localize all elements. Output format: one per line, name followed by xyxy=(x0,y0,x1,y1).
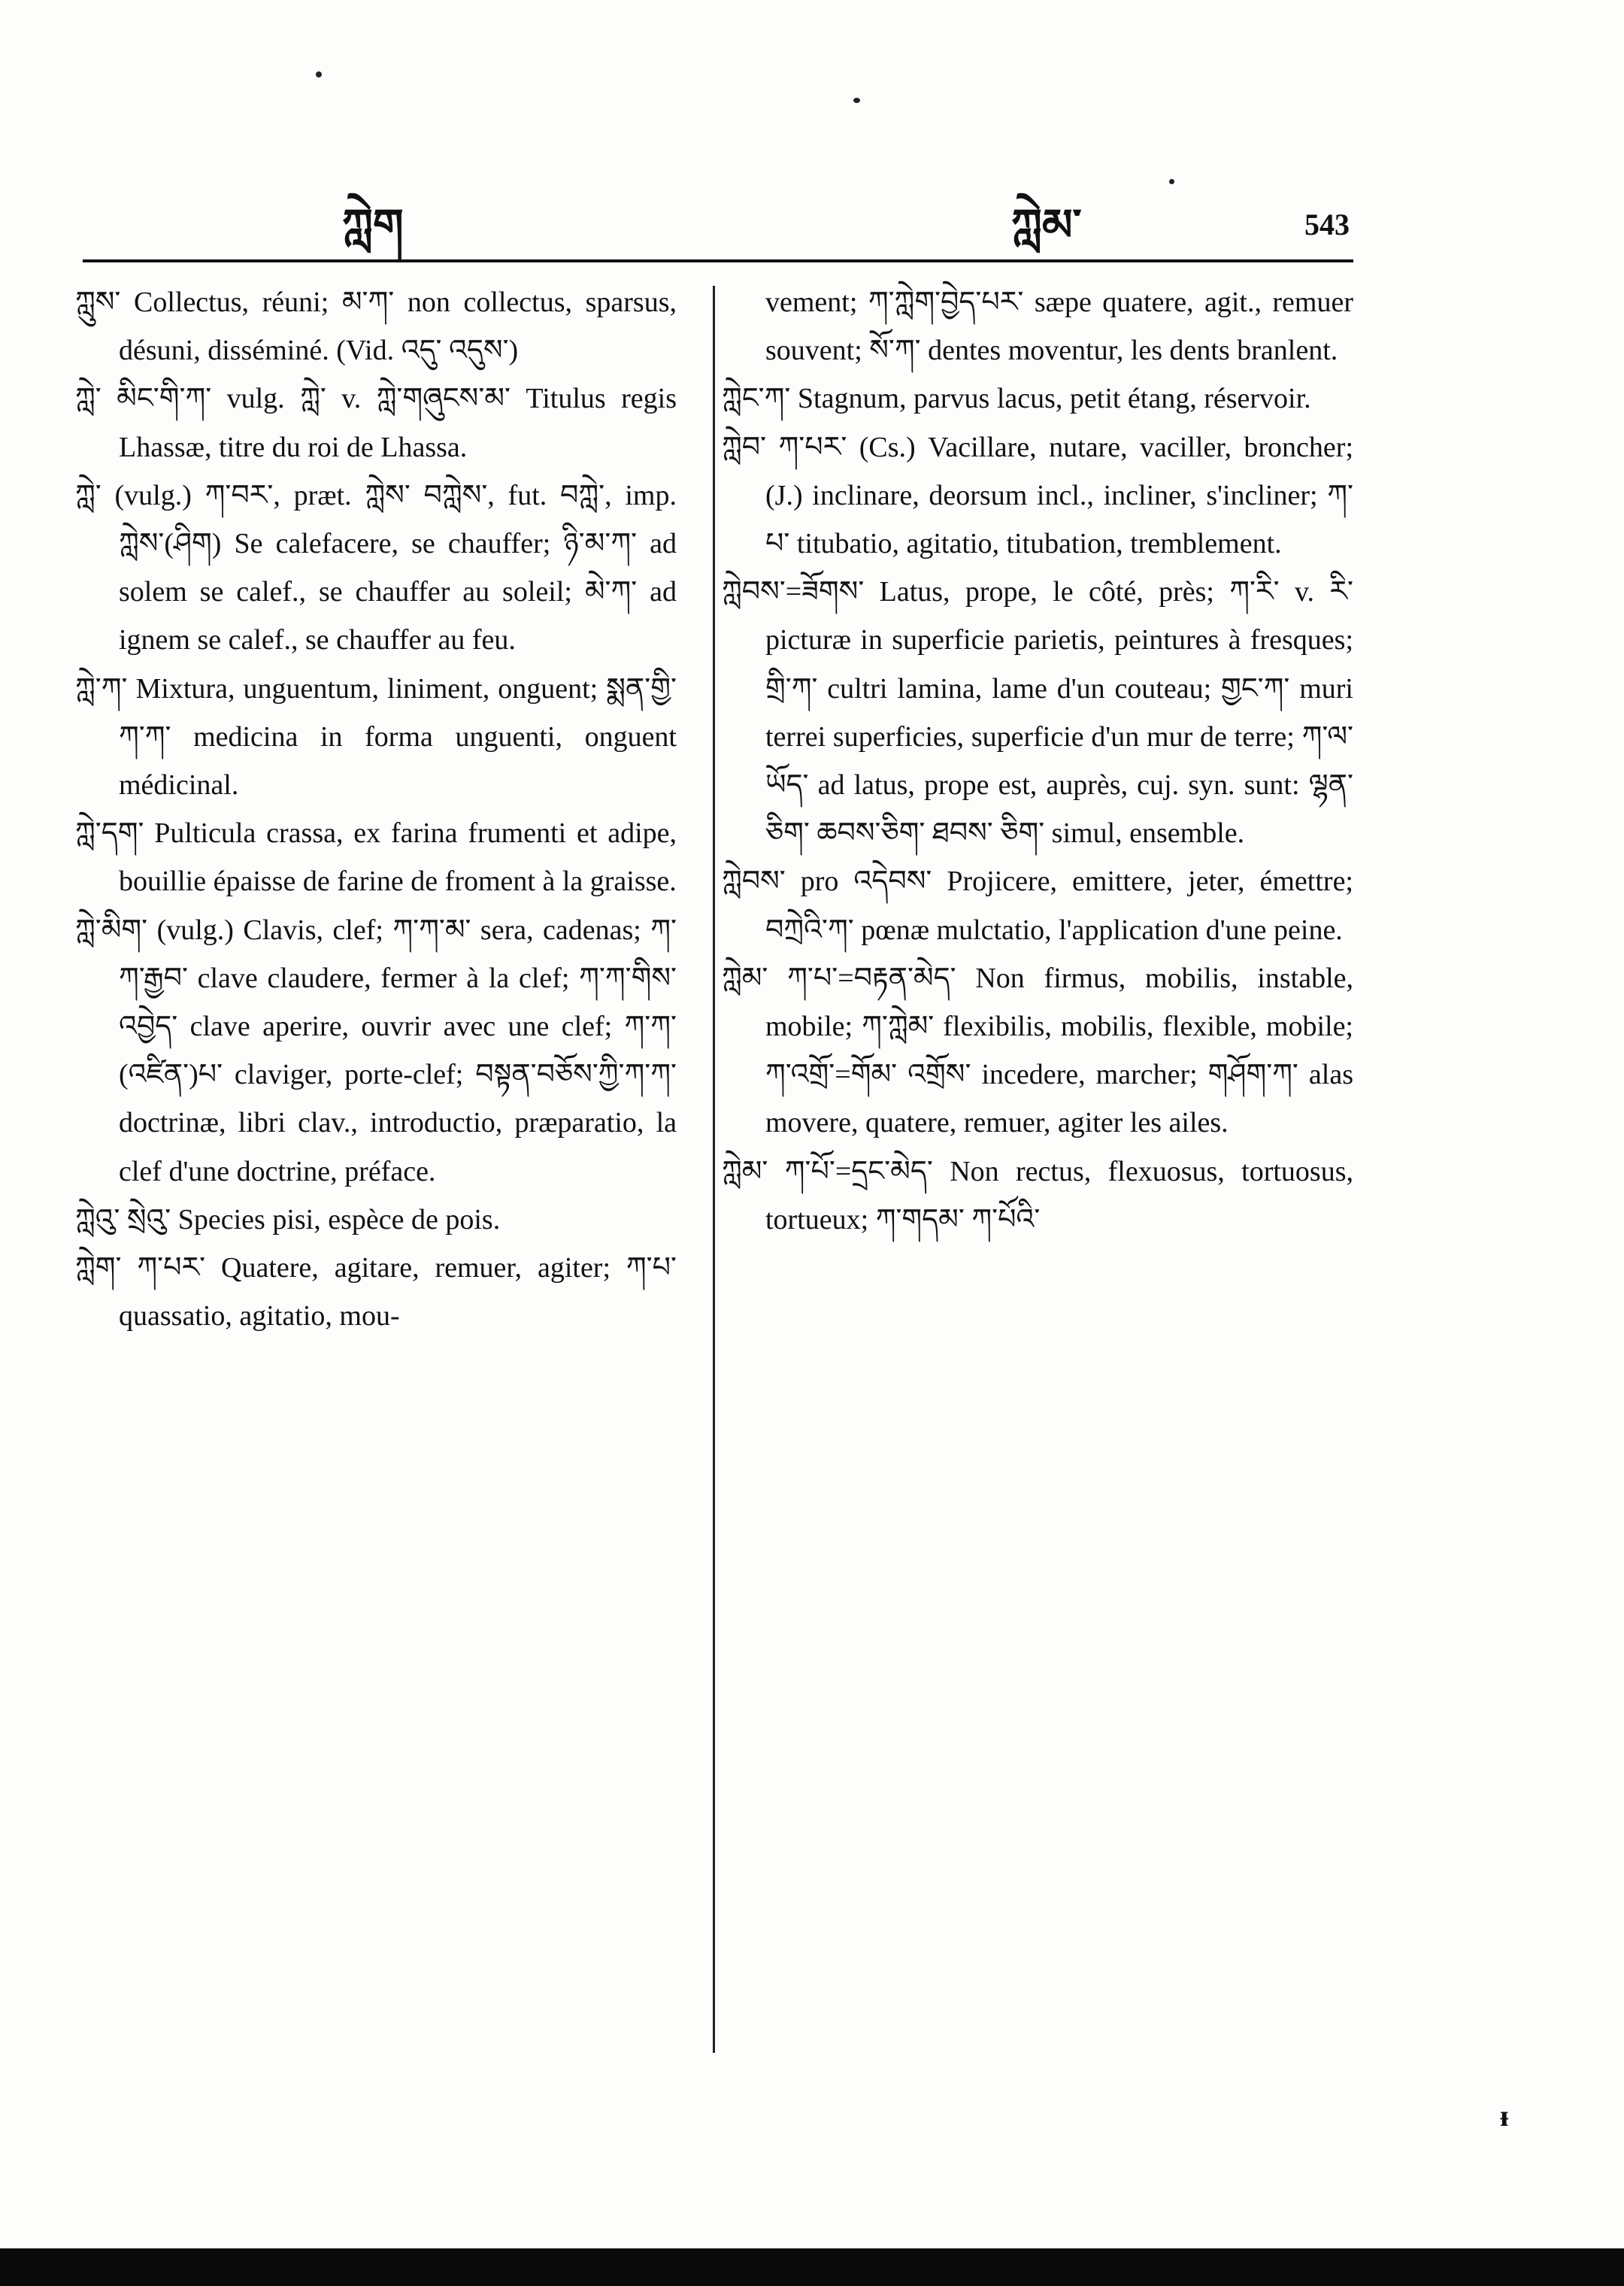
dictionary-entry: ཀླེ་མིག་ (vulg.) Clavis, clef; ཀ་ཀ་མ་ sera, cadenas; ཀ་ཀ་རྒྱབ་ clave claudere, fermer à la clef; ཀ་ཀ་གིས་འབྱེད་ clave aperire, ouvrir avec une clef; ཀ་ཀ་ (འཛིན་)པ་ claviger, porte-clef; བསྟན་བཅོས་ཀྱི་ཀ་ཀ་ doctrinæ, libri clav., introductio, præparatio, la clef d'une doctrine, préface. xyxy=(75,914,677,1187)
dictionary-entry: ཀླེབ་ ཀ་པར་ (Cs.) Vacillare, nutare, vaciller, broncher; (J.) inclinare, deorsum incl., incliner, s'incliner; ཀ་པ་ titubatio, agitatio, titubation, tremblement. xyxy=(722,431,1353,560)
dictionary-entry: ཀླེ་ (vulg.) ཀ་བར་, præt. ཀླེས་ བཀླེས་, fut. བཀླེ་, imp. ཀླེས་(ཤིག) Se calefacere, se chauffer; ཉི་མ་ཀ་ ad solem se calef., se chauffer au soleil; མེ་ཀ་ ad ignem se calef., se chauffer au feu. xyxy=(75,479,677,656)
dictionary-entry: ཀླེ་ཀ་ Mixtura, unguentum, liniment, onguent; སྨན་གྱི་ཀ་ཀ་ medicina in forma unguenti, onguent médicinal. xyxy=(75,672,677,802)
dictionary-entry: ཀླེམ་ ཀ་པ་=བརྟན་མེད་ Non firmus, mobilis, instable, mobile; ཀ་ཀླེམ་ flexibilis, mobilis, flexible, mobile; ཀ་འགྲོ་=གོམ་ འགྲོས་ incedere, marcher; གཤོག་ཀ་ alas movere, quatere, remuer, agiter les ailes. xyxy=(722,962,1353,1139)
dictionary-entry: ཀླེག་ ཀ་པར་ Quatere, agitare, remuer, agiter; ཀ་པ་ quassatio, agitatio, mou- xyxy=(75,1252,677,1332)
scan-border-bar xyxy=(0,2248,1624,2286)
column-divider xyxy=(713,286,715,2053)
right-column xyxy=(722,278,1353,1244)
page-number: 543 xyxy=(1304,208,1350,241)
ink-speck xyxy=(316,71,322,77)
running-header-right: ཀླེམ་ xyxy=(1011,201,1082,250)
dictionary-entry: ཀླུས་ Collectus, réuni; མ་ཀ་ non collectus, sparsus, désuni, disséminé. (Vid. འདུ་ འདུས་) xyxy=(75,287,677,367)
dictionary-entry: ཀླེང་ཀ་ Stagnum, parvus lacus, petit étang, réservoir. xyxy=(722,383,1311,415)
signature-mark: ᵻ xyxy=(1500,2099,1509,2133)
left-column xyxy=(75,278,677,1340)
dictionary-entry: ཀླེབས་=ཟོགས་ Latus, prope, le côté, près; ཀ་རི་ v. རི་ picturæ in superficie parietis, peintures à fresques; གྲི་ཀ་ cultri lamina, lame d'un couteau; གྱང་ཀ་ muri terrei superficies, superficie d'un mur de terre; ཀ་ལ་ཡོད་ ad latus, prope est, auprès, cuj. syn. sunt: ལྷན་ཅིག་ ཆབས་ཅིག་ ཐབས་ ཅིག་ simul, ensemble. xyxy=(722,576,1353,850)
running-header-left: ཀླེག xyxy=(342,201,404,250)
dictionary-entry: ཀླེབས་ pro འདེབས་ Projicere, emittere, jeter, émettre; བཀྲེའི་ཀ་ pœnæ mulctatio, l'application d'une peine. xyxy=(722,866,1353,946)
dictionary-entry-continued: vement; ཀ་ཀླེག་བྱེད་པར་ sæpe quatere, agit., remuer souvent; སོ་ཀ་ dentes moventur, les dents branlent. xyxy=(765,287,1353,367)
dictionary-entry: ཀླེམ་ ཀ་པོ་=དྲང་མེད་ Non rectus, flexuosus, tortuosus, tortueux; ཀ་གདམ་ ཀ་པོའི་ xyxy=(722,1155,1353,1235)
dictionary-entry: ཀླེ་ མིང་གི་ཀ་ vulg. ཀླེ་ v. ཀླེ་གཞུངས་མ་ Titulus regis Lhassæ, titre du roi de Lhassa. xyxy=(75,383,677,463)
ink-speck xyxy=(853,98,860,103)
dictionary-entry: ཀླེ་དག་ Pulticula crassa, ex farina frumenti et adipe, bouillie épaisse de farine de froment à la graisse. xyxy=(75,817,677,898)
ink-speck xyxy=(1169,179,1174,184)
header-rule xyxy=(83,259,1353,262)
dictionary-entry: ཀླེའུ་ སྲེའུ་ Species pisi, espèce de pois. xyxy=(75,1203,501,1235)
